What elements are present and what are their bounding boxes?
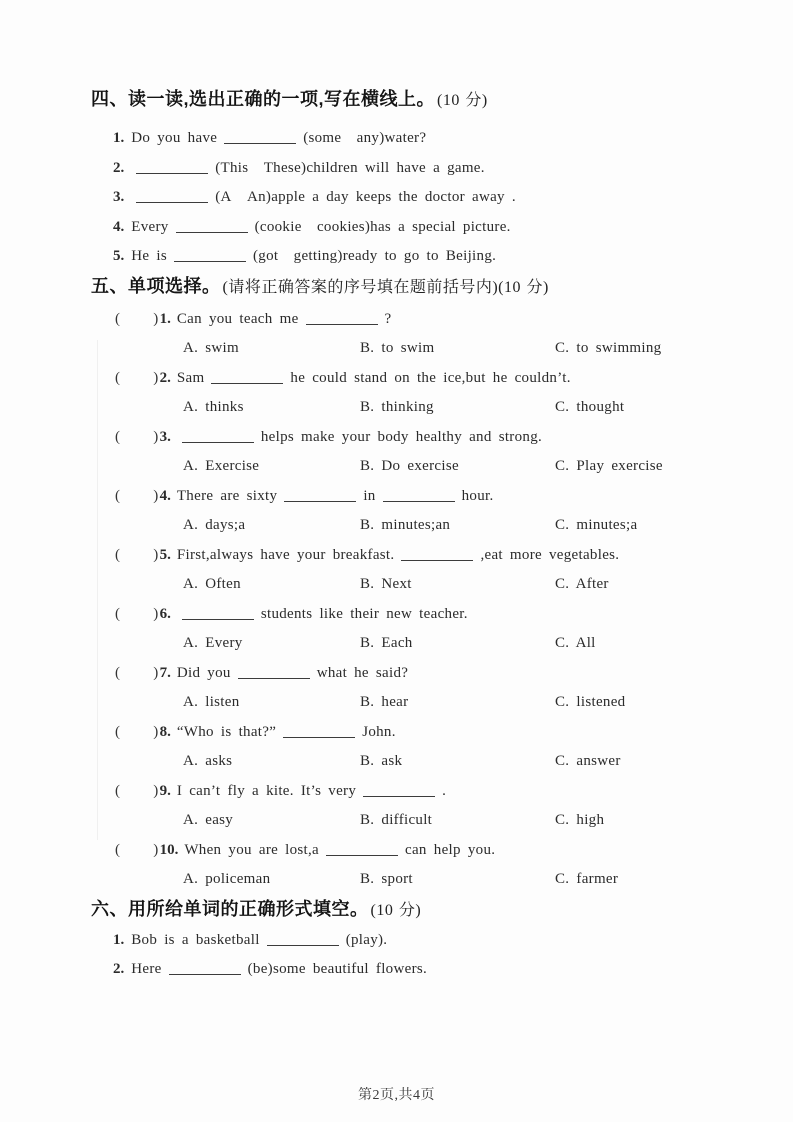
answer-bracket-open: (: [115, 841, 121, 858]
question-text: When you are lost,a: [184, 841, 319, 858]
option: A. asks: [183, 753, 233, 769]
fill-item: [113, 245, 733, 267]
question-text: Can you teach me: [176, 310, 299, 327]
question-number: 3.: [159, 428, 171, 445]
question-number: 1.: [159, 310, 171, 327]
answer-bracket-open: (: [115, 664, 121, 681]
question-number: 9.: [159, 782, 171, 799]
answer-blank: [383, 486, 455, 502]
mcq-question: [115, 485, 733, 507]
question-text: John.: [362, 723, 396, 740]
option: B. Next: [360, 576, 412, 592]
mcq-question: [115, 367, 733, 389]
option: C. After: [555, 576, 609, 592]
option: A. Often: [183, 576, 241, 592]
option: A. easy: [183, 812, 234, 828]
option: C. high: [555, 812, 605, 828]
option: C. All: [555, 635, 596, 651]
answer-blank: [306, 309, 378, 325]
option: A. days;a: [183, 517, 246, 533]
mcq-question: [115, 544, 733, 566]
question-text: “Who is that?”: [176, 723, 277, 740]
answer-blank: [363, 781, 435, 797]
question-text: Bob is a basketball: [131, 931, 260, 948]
option: C. listened: [555, 694, 626, 710]
mcq-question: [115, 426, 733, 448]
question-text: (be)some beautiful flowers.: [247, 961, 428, 977]
question-text: Did you: [176, 664, 231, 681]
question-number: 6.: [159, 605, 171, 622]
option: C. answer: [555, 753, 621, 769]
mcq-question: [115, 721, 733, 743]
answer-blank: [267, 930, 339, 946]
section-score: (10 分): [370, 901, 422, 919]
options-row: [91, 514, 733, 536]
fill-item: [113, 186, 733, 208]
section-five-title: [91, 275, 733, 299]
fill-item: [113, 216, 733, 238]
answer-blank: [182, 604, 254, 620]
answer-bracket-close: ): [153, 723, 159, 740]
question-text: I can’t fly a kite. It’s very: [176, 782, 357, 799]
option: B. hear: [360, 694, 409, 710]
section-title-text: 五、单项选择。: [91, 275, 221, 296]
answer-bracket-open: (: [115, 369, 121, 386]
question-text: There are sixty: [176, 487, 278, 504]
options-row: [91, 573, 733, 595]
question-text: (This These)children will have a game.: [215, 159, 485, 176]
question-number: 4.: [159, 487, 171, 504]
question-text: in: [363, 487, 376, 504]
section-four-title: [91, 88, 733, 112]
item-number: 2.: [113, 159, 125, 176]
answer-blank: [136, 158, 208, 174]
question-text: Every: [131, 218, 169, 235]
question-text: (some any)water?: [303, 130, 427, 146]
question-text: helps make your body healthy and strong.: [260, 428, 543, 445]
fill-item: [113, 157, 733, 179]
section-four-items: [91, 127, 733, 267]
answer-blank: [169, 959, 241, 975]
option: C. thought: [555, 399, 625, 415]
item-number: 3.: [113, 189, 125, 205]
option: A. Every: [183, 635, 243, 651]
question-text: (got getting)ready to go to Beijing.: [253, 248, 497, 264]
option: C. to swimming: [555, 340, 662, 356]
section-score: (10 分): [437, 92, 488, 109]
options-row: [91, 396, 733, 418]
page-number: 第2页,共4页: [358, 1088, 435, 1103]
options-row: [91, 632, 733, 654]
section-title-text: 六、用所给单词的正确形式填空。: [91, 898, 369, 919]
option: B. difficult: [360, 812, 433, 828]
item-number: 2.: [113, 961, 125, 977]
question-number: 5.: [159, 546, 171, 563]
options-row: [91, 337, 733, 359]
question-text: (A An)apple a day keeps the doctor away .: [215, 189, 516, 205]
answer-bracket-open: (: [115, 310, 121, 327]
section-five: [91, 275, 733, 891]
question-text: He is: [131, 248, 167, 264]
answer-blank: [176, 217, 248, 233]
section-six-items: [91, 929, 733, 981]
answer-bracket-close: ): [153, 841, 159, 858]
question-text: Sam: [176, 369, 205, 386]
question-text: Do you have: [131, 130, 218, 146]
option: B. to swim: [360, 340, 435, 356]
option: A. thinks: [183, 399, 244, 415]
answer-bracket-open: (: [115, 782, 121, 799]
option: C. minutes;a: [555, 517, 638, 533]
options-row: [91, 809, 733, 831]
answer-bracket-open: (: [115, 487, 121, 504]
question-text: First,always have your breakfast.: [176, 546, 395, 563]
question-number: 7.: [159, 664, 171, 681]
options-row: [91, 868, 733, 890]
question-text: he could stand on the ice,but he couldn’t.: [290, 369, 571, 386]
option: B. Do exercise: [360, 458, 459, 474]
option: B. ask: [360, 753, 403, 769]
mcq-question: [115, 780, 733, 802]
answer-bracket-open: (: [115, 428, 121, 445]
question-text: can help you.: [405, 841, 496, 858]
answer-blank: [284, 486, 356, 502]
answer-bracket-open: (: [115, 546, 121, 563]
question-text: students like their new teacher.: [260, 605, 468, 622]
question-text: .: [442, 782, 447, 799]
answer-blank: [224, 128, 296, 144]
option: A. Exercise: [183, 458, 260, 474]
fill-item: [113, 929, 733, 951]
option: A. listen: [183, 694, 240, 710]
option: A. swim: [183, 340, 239, 356]
answer-bracket-open: (: [115, 723, 121, 740]
option: C. farmer: [555, 871, 619, 887]
item-number: 1.: [113, 130, 125, 146]
answer-blank: [326, 840, 398, 856]
options-row: [91, 455, 733, 477]
question-text: ,eat more vegetables.: [480, 546, 620, 563]
mcq-question: [115, 662, 733, 684]
option: B. thinking: [360, 399, 434, 415]
question-number: 8.: [159, 723, 171, 740]
answer-blank: [238, 663, 310, 679]
answer-blank: [401, 545, 473, 561]
answer-bracket-close: ): [153, 605, 159, 622]
answer-bracket-close: ): [153, 369, 159, 386]
section-five-items: [91, 308, 733, 891]
answer-bracket-close: ): [153, 546, 159, 563]
section-title-text: 四、读一读,选出正确的一项,写在横线上。: [91, 89, 436, 109]
option: B. sport: [360, 871, 413, 887]
question-number: 2.: [159, 369, 171, 386]
section-four: [91, 88, 733, 267]
question-text: hour.: [461, 487, 494, 504]
options-row: [91, 691, 733, 713]
answer-blank: [136, 187, 208, 203]
question-text: what he said?: [316, 664, 409, 681]
section-six-title: [91, 898, 733, 922]
answer-bracket-open: (: [115, 605, 121, 622]
item-number: 1.: [113, 931, 125, 948]
mcq-question: [115, 603, 733, 625]
question-number: 10.: [159, 841, 179, 858]
answer-bracket-close: ): [153, 782, 159, 799]
answer-blank: [211, 368, 283, 384]
item-number: 4.: [113, 218, 125, 235]
answer-bracket-close: ): [153, 664, 159, 681]
question-text: ?: [384, 310, 392, 327]
fill-item: [113, 127, 733, 149]
section-instruction: (请将正确答案的序号填在题前括号内)(10 分): [222, 278, 549, 296]
options-row: [91, 750, 733, 772]
question-text: (cookie cookies)has a special picture.: [254, 218, 511, 235]
option: B. Each: [360, 635, 413, 651]
answer-blank: [283, 722, 355, 738]
option: A. policeman: [183, 871, 271, 887]
option: B. minutes;an: [360, 517, 451, 533]
answer-blank: [174, 246, 246, 262]
fill-item: [113, 958, 733, 980]
mcq-question: [115, 839, 733, 861]
answer-blank: [182, 427, 254, 443]
answer-bracket-close: ): [153, 310, 159, 327]
answer-bracket-close: ): [153, 487, 159, 504]
question-text: Here: [131, 961, 162, 977]
answer-bracket-close: ): [153, 428, 159, 445]
mcq-question: [115, 308, 733, 330]
item-number: 5.: [113, 248, 125, 264]
section-six: [91, 898, 733, 981]
option: C. Play exercise: [555, 458, 663, 474]
question-text: (play).: [345, 931, 388, 948]
